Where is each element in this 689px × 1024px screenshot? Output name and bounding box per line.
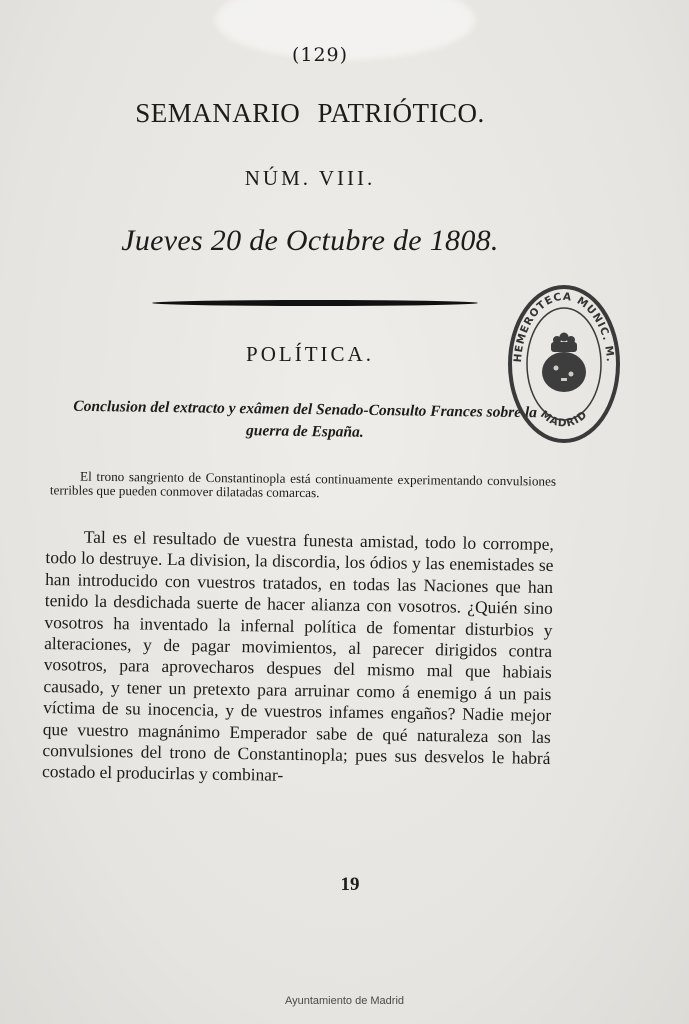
- decorative-rule: [152, 300, 478, 306]
- epigraph-quote: El trono sangriento de Constantinopla está continuamente experimentando convulsiones terribles que pueden conmover dilatadas comarcas.: [49, 468, 557, 501]
- footer-credit: Ayuntamiento de Madrid: [284, 995, 405, 1007]
- issue-number: NÚM. VIII.: [244, 166, 376, 190]
- printer-signature-mark: 19: [340, 874, 360, 895]
- issue-date: Jueves 20 de Octubre de 1808.: [121, 224, 499, 257]
- page-number: (129): [291, 44, 349, 66]
- article-body: Tal es el resultado de vuestra funesta amistad, todo lo corrompe, todo lo destruye. La division, la discordia, los ódios y las enemistades se han introducido con vuestros tratados, en todas las Naciones que han tenido la desdichada suerte de hacer alianza con vosotros. ¿Quién sino vosotros ha inventado la infernal política de fomentar disturbios y alteraciones, y de pagar movimientos, al parecer dirigidos contra vosotros, para aprovecharos despues del mismo mal que habiais causado, y tener un pretexto para arruinar como á enemigo á un pais víctima de su inocencia, y de vuestros infames engaños? Nadie mejor que vuestro magnánimo Emperador sabe de qué naturaleza son las convulsiones del trono de Constantinopla; pues sus desvelos le habrá costado el producirlas y combinar-: [41, 526, 554, 786]
- section-heading: POLÍTICA.: [246, 342, 374, 366]
- article-subtitle: Conclusion del extracto y exâmen del Senado-Consulto Frances sobre la guerra de España.: [73, 397, 538, 441]
- library-stamp-icon: [505, 282, 623, 444]
- svg-text:MADRID: MADRID: [538, 408, 590, 430]
- publication-title: SEMANARIO PATRIÓTICO.: [135, 98, 485, 128]
- svg-text:HEMEROTECA MUNIC. M.: HEMEROTECA MUNIC. M.: [511, 290, 616, 363]
